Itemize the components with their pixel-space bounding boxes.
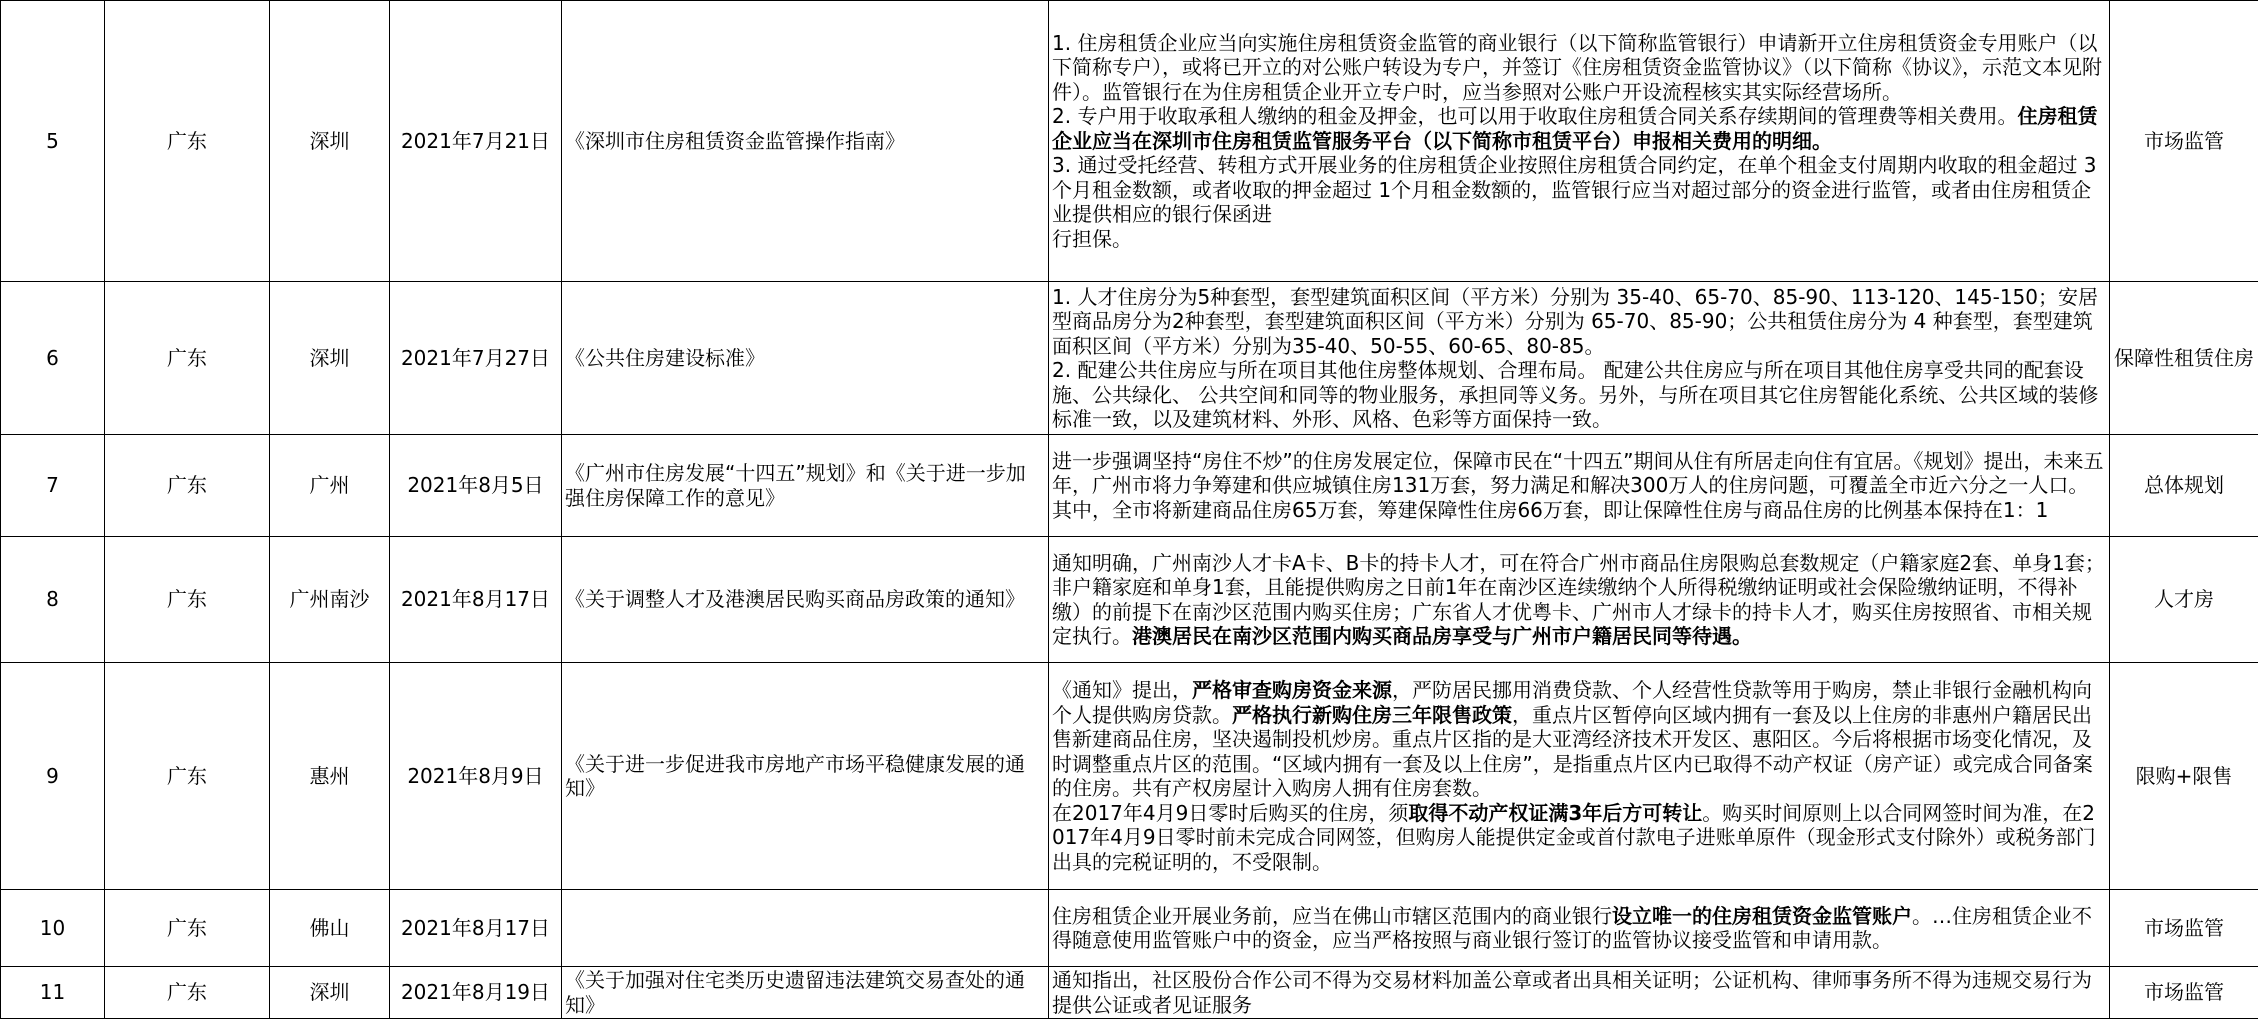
- policy-content-cell: [1049, 967, 2110, 1019]
- content-text: 住房租赁企业开展业务前，应当在佛山市辖区范围内的商业银行: [1052, 904, 1612, 928]
- table-row: [1, 537, 2258, 663]
- content-paragraph: 1. 人才住房分为5种套型，套型建筑面积区间（平方米）分别为 35-40、65-70、85-90、113-120、145-150；安居型商品房分为2种套型，套型建筑面积区间（平方米）分别为 65-70、85-90；公共租赁住房分为 4 种套型，套型建筑面积区间（平方米）分别为35-40、50-55、60-65、80-85。: [1052, 285, 2106, 359]
- content-paragraph: 行担保。: [1052, 227, 2106, 252]
- content-paragraph: 3. 通过受托经营、转租方式开展业务的住房租赁企业按照住房租赁合同约定，在单个租金支付周期内收取的租金超过 3 个月租金数额，或者收取的押金超过 1个月租金数额的，监管银行应当对超过部分的资金进行监管，或者由住房租赁企业提供相应的银行保函进: [1052, 153, 2106, 227]
- table-row: [1, 1, 2258, 282]
- date-cell: 2021年8月19日: [390, 967, 562, 1019]
- policy-title-cell: 《公共住房建设标准》: [562, 282, 1049, 435]
- date-cell: 2021年7月21日: [390, 1, 562, 282]
- province-cell: 广东: [105, 1, 270, 282]
- content-bold-text: 严格执行新购住房三年限售政策: [1232, 703, 1512, 727]
- row-number: 6: [1, 282, 105, 435]
- content-paragraph: 2. 配建公共住房应与所在项目其他住房整体规划、合理布局。 配建公共住房应与所在项目其他住房享受共同的配套设施、公共绿化、 公共空间和同等的物业服务，承担同等义务。另外，与所在项目其它住房智能化系统、公共区域的装修标准一致，以及建筑材料、外形、风格、色彩等方面保持一致。: [1052, 358, 2106, 432]
- policy-title-cell: 《关于进一步促进我市房地产市场平稳健康发展的通知》: [562, 663, 1049, 890]
- policy-title-cell: 《广州市住房发展“十四五”规划》和《关于进一步加强住房保障工作的意见》: [562, 435, 1049, 537]
- content-bold-text: 设立唯一的住房租赁资金监管账户: [1612, 904, 1912, 928]
- content-text: 。购买时间原则上以合同网签时间为准，在2017年4月9日零时前未完成合同网签，但购房人能提供定金或首付款电子进账单原件（现金形式支付除外）或税务部门出具的完税证明的，不受限制。: [1052, 801, 2096, 874]
- policy-content-cell: [1049, 435, 2110, 537]
- row-number: 5: [1, 1, 105, 282]
- row-number: 9: [1, 663, 105, 890]
- policy-title-cell: 《关于加强对住宅类历史遗留违法建筑交易查处的通知》: [562, 967, 1049, 1019]
- policy-content-cell: [1049, 890, 2110, 967]
- content-bold-text: 住房租赁企业应当在深圳市住房租赁监管服务平台（以下简称市租赁平台）申报相关费用的明细。: [1052, 104, 2097, 153]
- category-cell: 人才房: [2110, 537, 2258, 663]
- province-cell: 广东: [105, 967, 270, 1019]
- city-cell: 广州: [270, 435, 390, 537]
- category-cell: 保障性租赁住房: [2110, 282, 2258, 435]
- content-paragraph: 1. 住房租赁企业应当向实施住房租赁资金监管的商业银行（以下简称监管银行）申请新开立住房租赁资金专用账户（以下简称专户），或将已开立的对公账户转设为专户，并签订《住房租赁资金监管协议》（以下简称《协议》，示范文本见附件）。监管银行在为住房租赁企业开立专户时，应当参照对公账户开设流程核实其实际经营场所。: [1052, 31, 2106, 105]
- content-text: 2. 专户用于收取承租人缴纳的租金及押金，也可以用于收取住房租赁合同关系存续期间的管理费等相关费用。: [1052, 104, 2017, 128]
- content-paragraph: [1052, 904, 2106, 953]
- policy-content-cell: [1049, 537, 2110, 663]
- table-row: [1, 282, 2258, 435]
- date-cell: 2021年7月27日: [390, 282, 562, 435]
- content-paragraph: [1052, 104, 2106, 153]
- province-cell: 广东: [105, 435, 270, 537]
- table-row: [1, 890, 2258, 967]
- content-text: 《通知》提出，: [1052, 678, 1192, 702]
- content-bold-text: 严格审查购房资金来源: [1192, 678, 1392, 702]
- category-cell: 总体规划: [2110, 435, 2258, 537]
- date-cell: 2021年8月17日: [390, 537, 562, 663]
- content-paragraph: 进一步强调坚持“房住不炒”的住房发展定位，保障市民在“十四五”期间从住有所居走向住有宜居。《规划》提出，未来五年，广州市将力争筹建和供应城镇住房131万套，努力满足和解决300万人的住房问题，可覆盖全市近六分之一人口。其中，全市将新建商品住房65万套，筹建保障性住房66万套，即让保障性住房与商品住房的比例基本保持在1：1: [1052, 449, 2106, 523]
- category-cell: 市场监管: [2110, 967, 2258, 1019]
- province-cell: 广东: [105, 282, 270, 435]
- content-text: 通知明确，广州南沙人才卡A卡、B卡的持卡人才，可在符合广州市商品住房限购总套数规定（户籍家庭2套、单身1套；非户籍家庭和单身1套，且能提供购房之日前1年在南沙区连续缴纳个人所得税缴纳证明或社会保险缴纳证明，不得补缴）的前提下在南沙区范围内购买住房；广东省人才优粤卡、广州市人才绿卡的持卡人才，购买住房按照省、市相关规定执行。: [1052, 551, 2105, 649]
- policy-title-cell: 《关于调整人才及港澳居民购买商品房政策的通知》: [562, 537, 1049, 663]
- category-cell: 限购+限售: [2110, 663, 2258, 890]
- policy-content-cell: [1049, 282, 2110, 435]
- table-row: [1, 663, 2258, 890]
- policy-title-cell: [562, 890, 1049, 967]
- table-row: [1, 435, 2258, 537]
- content-paragraph: [1052, 801, 2106, 875]
- province-cell: 广东: [105, 537, 270, 663]
- content-text: 在2017年4月9日零时后购买的住房，须: [1052, 801, 1408, 825]
- policy-content-cell: [1049, 663, 2110, 890]
- table-row: [1, 967, 2258, 1019]
- content-bold-text: 取得不动产权证满3年后方可转让: [1408, 801, 1702, 825]
- row-number: 11: [1, 967, 105, 1019]
- content-paragraph: [1052, 678, 2106, 801]
- policy-content-cell: [1049, 1, 2110, 282]
- row-number: 8: [1, 537, 105, 663]
- content-text: 。…住房租赁企业不得随意使用监管账户中的资金，应当严格按照与商业银行签订的监管协议接受监管和申请用款。: [1052, 904, 2092, 953]
- row-number: 7: [1, 435, 105, 537]
- content-text: ，重点片区暂停向区域内拥有一套及以上住房的非惠州户籍居民出售新建商品住房，坚决遏制投机炒房。重点片区指的是大亚湾经济技术开发区、惠阳区。今后将根据市场变化情况，及时调整重点片区的范围。“区域内拥有一套及以上住房”，是指重点片区内已取得不动产权证（房产证）或完成合同备案的住房。共有产权房屋计入购房人拥有住房套数。: [1052, 703, 2093, 801]
- content-paragraph: [1052, 551, 2106, 649]
- content-text: ，严防居民挪用消费贷款、个人经营性贷款等用于购房，禁止非银行金融机构向个人提供购房贷款。: [1052, 678, 2092, 727]
- city-cell: 佛山: [270, 890, 390, 967]
- city-cell: 广州南沙: [270, 537, 390, 663]
- city-cell: 深圳: [270, 967, 390, 1019]
- category-cell: 市场监管: [2110, 1, 2258, 282]
- city-cell: 深圳: [270, 282, 390, 435]
- category-cell: 市场监管: [2110, 890, 2258, 967]
- content-bold-text: 港澳居民在南沙区范围内购买商品房享受与广州市户籍居民同等待遇。: [1132, 624, 1752, 648]
- policy-title-cell: 《深圳市住房租赁资金监管操作指南》: [562, 1, 1049, 282]
- content-paragraph: 通知指出，社区股份合作公司不得为交易材料加盖公章或者出具相关证明；公证机构、律师事务所不得为违规交易行为提供公证或者见证服务: [1052, 968, 2106, 1017]
- date-cell: 2021年8月9日: [390, 663, 562, 890]
- city-cell: 深圳: [270, 1, 390, 282]
- province-cell: 广东: [105, 890, 270, 967]
- province-cell: 广东: [105, 663, 270, 890]
- city-cell: 惠州: [270, 663, 390, 890]
- date-cell: 2021年8月17日: [390, 890, 562, 967]
- row-number: 10: [1, 890, 105, 967]
- date-cell: 2021年8月5日: [390, 435, 562, 537]
